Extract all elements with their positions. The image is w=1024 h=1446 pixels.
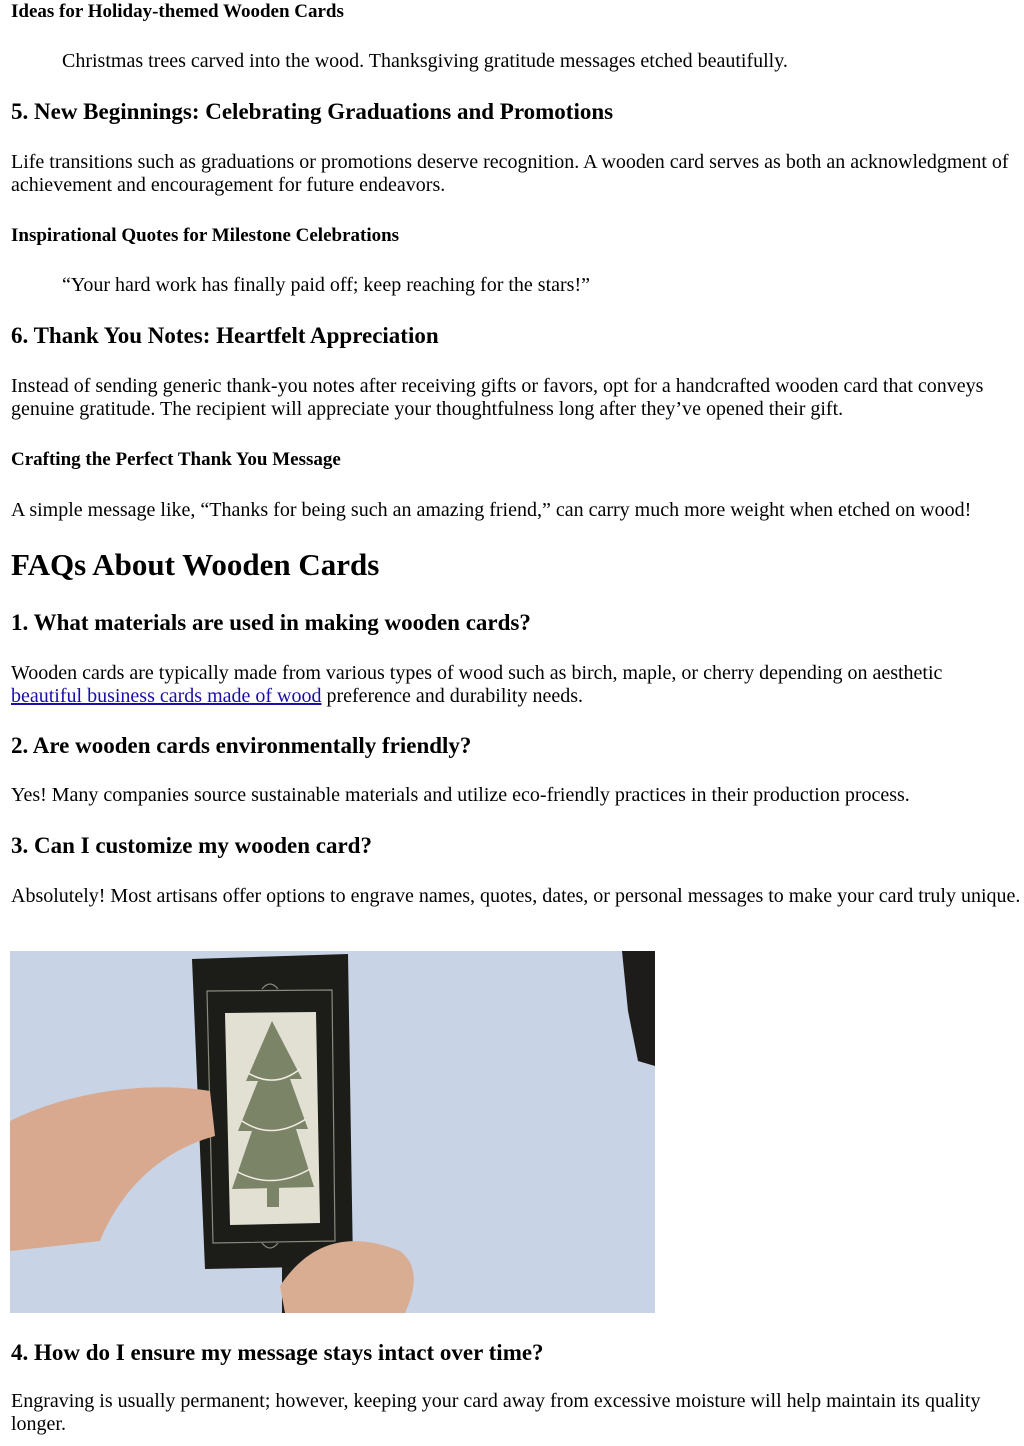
faq-q3-answer: Absolutely! Most artisans offer options to engrave names, quotes, dates, or personal messages to make your card truly unique. <box>11 885 1021 907</box>
faq-q1-answer <box>11 662 1021 708</box>
faq-q1-answer-start: Wooden cards are typically made from various types of wood such as birch, maple, or cherry depending on aesthetic <box>11 662 943 684</box>
section-5-heading: 5. New Beginnings: Celebrating Graduations and Promotions <box>11 99 614 124</box>
faq-q4-question: 4. How do I ensure my message stays intact over time? <box>11 1340 544 1365</box>
faq-q4-answer: Engraving is usually permanent; however, keeping your card away from excessive moisture will help maintain its quality longer. <box>11 1390 981 1435</box>
tree-trunk <box>267 1187 279 1207</box>
section-6-body: Instead of sending generic thank-you notes after receiving gifts or favors, opt for a handcrafted wooden card that conveys genuine gratitude. The recipient will appreciate your thoughtfulness long after they’ve opened their gift. <box>11 375 984 420</box>
faq-q3-question: 3. Can I customize my wooden card? <box>11 833 372 858</box>
wood-business-cards-link[interactable]: beautiful business cards made of wood <box>11 685 322 707</box>
faq-q2-answer: Yes! Many companies source sustainable materials and utilize eco-friendly practices in their production process. <box>11 784 910 806</box>
faq-title: FAQs About Wooden Cards <box>11 547 380 582</box>
faq-q1-question: 1. What materials are used in making wooden cards? <box>11 610 531 635</box>
thank-you-example: A simple message like, “Thanks for being such an amazing friend,” can carry much more weight when etched on wood! <box>11 499 972 521</box>
section-6-heading: 6. Thank You Notes: Heartfelt Appreciation <box>11 323 439 348</box>
wooden-christmas-card-photo <box>10 951 655 1313</box>
milestone-quotes-heading: Inspirational Quotes for Milestone Celebrations <box>11 225 400 246</box>
thank-you-message-heading: Crafting the Perfect Thank You Message <box>11 449 341 470</box>
milestone-quote: “Your hard work has finally paid off; keep reaching for the stars!” <box>62 274 590 296</box>
holiday-ideas-heading: Ideas for Holiday-themed Wooden Cards <box>11 1 344 22</box>
faq-q1-answer-end: preference and durability needs. <box>321 685 584 707</box>
holiday-ideas-item: Christmas trees carved into the wood. Thanksgiving gratitude messages etched beautifully. <box>62 50 788 72</box>
section-5-body: Life transitions such as graduations or promotions deserve recognition. A wooden card serves as both an acknowledgment of achievement and encouragement for future endeavors. <box>11 151 1009 196</box>
faq-q2-question: 2. Are wooden cards environmentally friendly? <box>11 733 472 758</box>
